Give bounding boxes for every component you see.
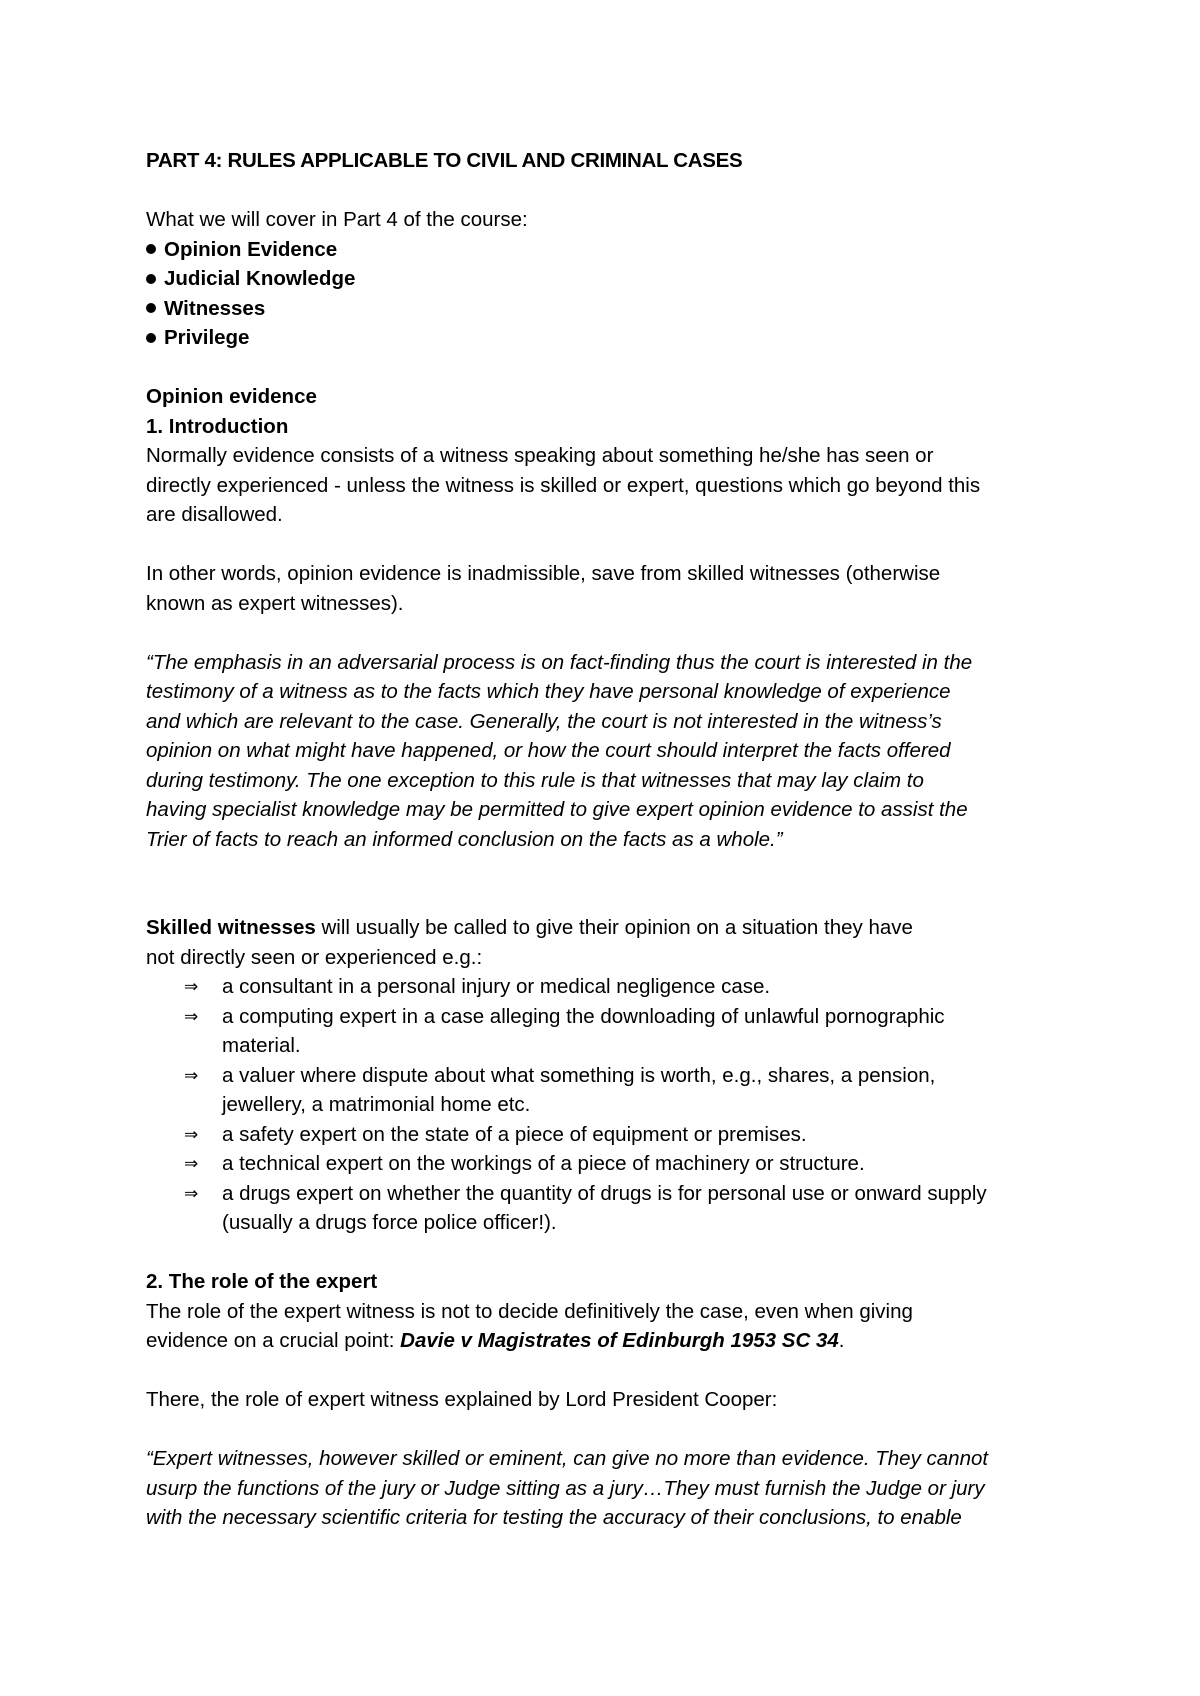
quote-line: during testimony. The one exception to this rule is that witnesses that may lay claim to xyxy=(146,768,924,792)
example-text: a consultant in a personal injury or medical negligence case. xyxy=(222,975,771,998)
topic-item xyxy=(146,235,1086,265)
example-continuation: material. xyxy=(222,1034,301,1057)
paragraph-line: known as expert witnesses). xyxy=(146,591,404,615)
arrow-icon: ⇒ xyxy=(184,1154,199,1173)
spacer xyxy=(146,884,1086,914)
quote-line: and which are relevant to the case. Generally, the court is not interested in the witness’s xyxy=(146,709,942,733)
example-continuation: (usually a drugs force police officer!). xyxy=(222,1211,557,1234)
spacer xyxy=(146,530,1086,560)
quote-line: “The emphasis in an adversarial process is on fact-finding thus the court is interested in the xyxy=(146,650,973,674)
paragraph-line: not directly seen or experienced e.g.: xyxy=(146,945,483,969)
example-text: a safety expert on the state of a piece of equipment or premises. xyxy=(222,1122,807,1146)
example-text: a valuer where dispute about what something is worth, e.g., shares, a pension, xyxy=(222,1063,936,1087)
example-text: a technical expert on the workings of a piece of machinery or structure. xyxy=(222,1152,865,1175)
case-citation: Davie v Magistrates of Edinburgh 1953 SC 34 xyxy=(400,1329,839,1352)
paragraph-text: evidence on a crucial point: xyxy=(146,1329,401,1352)
topic-item xyxy=(146,323,1086,353)
example-text: a computing expert in a case alleging the downloading of unlawful pornographic xyxy=(222,1004,945,1028)
topic-label: Witnesses xyxy=(164,296,266,320)
arrow-icon: ⇒ xyxy=(184,1124,199,1144)
arrow-icon: ⇒ xyxy=(184,1006,199,1026)
topic-label: Judicial Knowledge xyxy=(164,267,356,290)
quote-line: having specialist knowledge may be permitted to give expert opinion evidence to assist the xyxy=(146,798,968,821)
arrow-icon: ⇒ xyxy=(184,1183,199,1203)
paragraph-line: Normally evidence consists of a witness speaking about something he/she has seen or xyxy=(146,444,934,467)
example-item xyxy=(146,1149,1086,1179)
example-item xyxy=(146,1120,1086,1150)
paragraph-line: The role of the expert witness is not to decide definitively the case, even when giving xyxy=(146,1299,913,1323)
bullet-icon xyxy=(146,274,156,284)
document-title: PART 4: RULES APPLICABLE TO CIVIL AND CRIMINAL CASES xyxy=(146,149,743,172)
topic-item xyxy=(146,294,1086,324)
section-heading: Opinion evidence xyxy=(146,385,317,408)
spacer xyxy=(146,1356,1086,1386)
quote-line: testimony of a witness as to the facts which they have personal knowledge of experience xyxy=(146,680,951,703)
subsection-heading: 2. The role of the expert xyxy=(146,1270,378,1293)
arrow-icon: ⇒ xyxy=(184,1065,199,1085)
example-text: a drugs expert on whether the quantity of drugs is for personal use or onward supply xyxy=(222,1181,987,1205)
spacer xyxy=(146,176,1086,206)
topic-label: Opinion Evidence xyxy=(164,237,338,261)
bullet-icon xyxy=(146,244,156,254)
spacer xyxy=(146,1415,1086,1445)
paragraph-line: are disallowed. xyxy=(146,503,283,526)
example-item xyxy=(146,1061,1086,1091)
intro-text: What we will cover in Part 4 of the course: xyxy=(146,208,528,231)
skilled-term: Skilled witnesses xyxy=(146,916,316,939)
skilled-text: will usually be called to give their opinion on a situation they have xyxy=(315,916,913,939)
arrow-icon: ⇒ xyxy=(184,977,199,996)
example-item xyxy=(146,1179,1086,1209)
topic-label: Privilege xyxy=(164,326,250,349)
paragraph-line-with-case xyxy=(146,1326,1086,1356)
spacer xyxy=(146,1238,1086,1268)
skilled-paragraph xyxy=(146,913,1086,943)
subsection-heading: 1. Introduction xyxy=(146,414,289,438)
bullet-icon xyxy=(146,303,156,313)
quote-line: “Expert witnesses, however skilled or eminent, can give no more than evidence. They cannot xyxy=(146,1447,989,1470)
paragraph-line: In other words, opinion evidence is inadmissible, save from skilled witnesses (otherwise xyxy=(146,562,941,585)
example-item xyxy=(146,1002,1086,1032)
example-continuation: jewellery, a matrimonial home etc. xyxy=(222,1093,531,1116)
paragraph-text: . xyxy=(838,1329,845,1352)
paragraph-line: directly experienced - unless the witness is skilled or expert, questions which go beyond this xyxy=(146,473,981,497)
quote-line: with the necessary scientific criteria for testing the accuracy of their conclusions, to enable xyxy=(146,1506,962,1529)
document-page xyxy=(146,146,1086,1533)
example-item xyxy=(146,972,1086,1002)
topic-item xyxy=(146,264,1086,294)
paragraph-line: There, the role of expert witness explained by Lord President Cooper: xyxy=(146,1388,778,1411)
spacer xyxy=(146,854,1086,884)
quote-line: opinion on what might have happened, or how the court should interpret the facts offered xyxy=(146,739,951,762)
quote-line: usurp the functions of the jury or Judge sitting as a jury…They must furnish the Judge or jury xyxy=(146,1476,985,1500)
quote-line: Trier of facts to reach an informed conclusion on the facts as a whole.” xyxy=(146,827,783,851)
bullet-icon xyxy=(146,333,156,343)
spacer xyxy=(146,618,1086,648)
spacer xyxy=(146,353,1086,383)
